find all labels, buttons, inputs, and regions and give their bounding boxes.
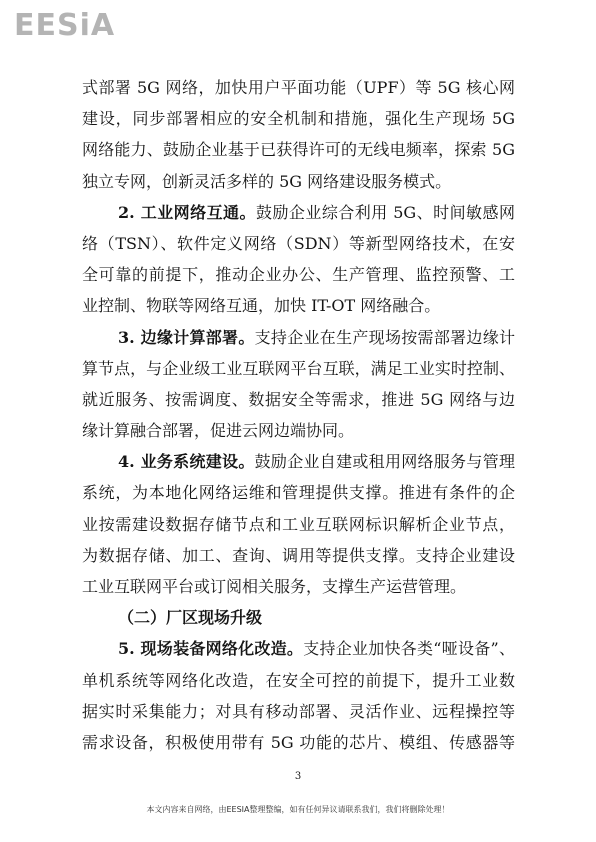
text-line: 据实时采集能力；对具有移动部署、灵活作业、远程操控等 — [82, 701, 515, 721]
text-line: 为数据存储、加工、查询、调用等提供支撑。支持企业建设 — [82, 545, 515, 565]
text-line: 单机系统等网络化改造，在安全可控的前提下，提升工业数 — [82, 670, 515, 690]
text-span: 鼓励企业自建或租用网络服务与管理 — [254, 452, 515, 472]
paragraph-first-line — [82, 446, 515, 477]
text-line: 算节点，与企业级工业互联网平台互联，满足工业实时控制、 — [82, 358, 515, 378]
text-line: 业控制、物联等网络互通，加快 IT-OT 网络融合。 — [82, 296, 441, 316]
eesia-logo: EESiA — [14, 8, 116, 43]
item-title: 4. 业务系统建设。 — [118, 452, 255, 472]
item-title: 5. 现场装备网络化改造。 — [118, 639, 304, 659]
text-line: 缘计算融合部署，促进云网边端协同。 — [82, 421, 355, 441]
text-line: 工业互联网平台或订阅相关服务，支撑生产运营管理。 — [82, 577, 467, 596]
text-line: 络（TSN）、软件定义网络（SDN）等新型网络技术，在安 — [82, 233, 515, 253]
paragraph-first-line — [82, 197, 515, 228]
text-line: 业按需建设数据存储节点和工业互联网标识解析企业节点， — [82, 514, 515, 534]
text-line: 建设，同步部署相应的安全机制和措施，强化生产现场 5G — [82, 109, 515, 129]
text-line: 网络能力、鼓励企业基于已获得许可的无线电频率，探索 5G — [82, 140, 515, 160]
document-body — [82, 72, 515, 758]
page-number: 3 — [294, 771, 302, 782]
text-line: 系统，为本地化网络运维和管理提供支撑。推进有条件的企 — [82, 483, 515, 503]
text-span: 鼓励企业综合利用 5G、时间敏感网 — [255, 202, 515, 222]
paragraph-first-line — [82, 322, 515, 353]
text-line: 需求设备，积极使用带有 5G 功能的芯片、模组、传感器等 — [82, 732, 515, 752]
footer-disclaimer: 本文内容来自网络，由EESIA整理整编，如有任何异议请联系我们，我们将删除处理！ — [146, 805, 450, 814]
text-line: 式部署 5G 网络，加快用户平面功能（UPF）等 5G 核心网 — [82, 78, 515, 97]
section-heading: （二）厂区现场升级 — [118, 608, 263, 628]
text-span: 支持企业加快各类“哑设备”、 — [303, 639, 515, 659]
item-title: 3. 边缘计算部署。 — [118, 327, 255, 347]
text-line: 就近服务、按需调度、数据安全等需求，推进 5G 网络与边 — [82, 389, 515, 409]
text-line: 全可靠的前提下，推动企业办公、生产管理、监控预警、工 — [82, 265, 515, 285]
text-line: 独立专网，创新灵活多样的 5G 网络建设服务模式。 — [82, 171, 452, 191]
item-title: 2. 工业网络互通。 — [118, 202, 256, 222]
text-span: 支持企业在生产现场按需部署边缘计 — [254, 327, 515, 347]
paragraph-first-line — [82, 633, 515, 664]
